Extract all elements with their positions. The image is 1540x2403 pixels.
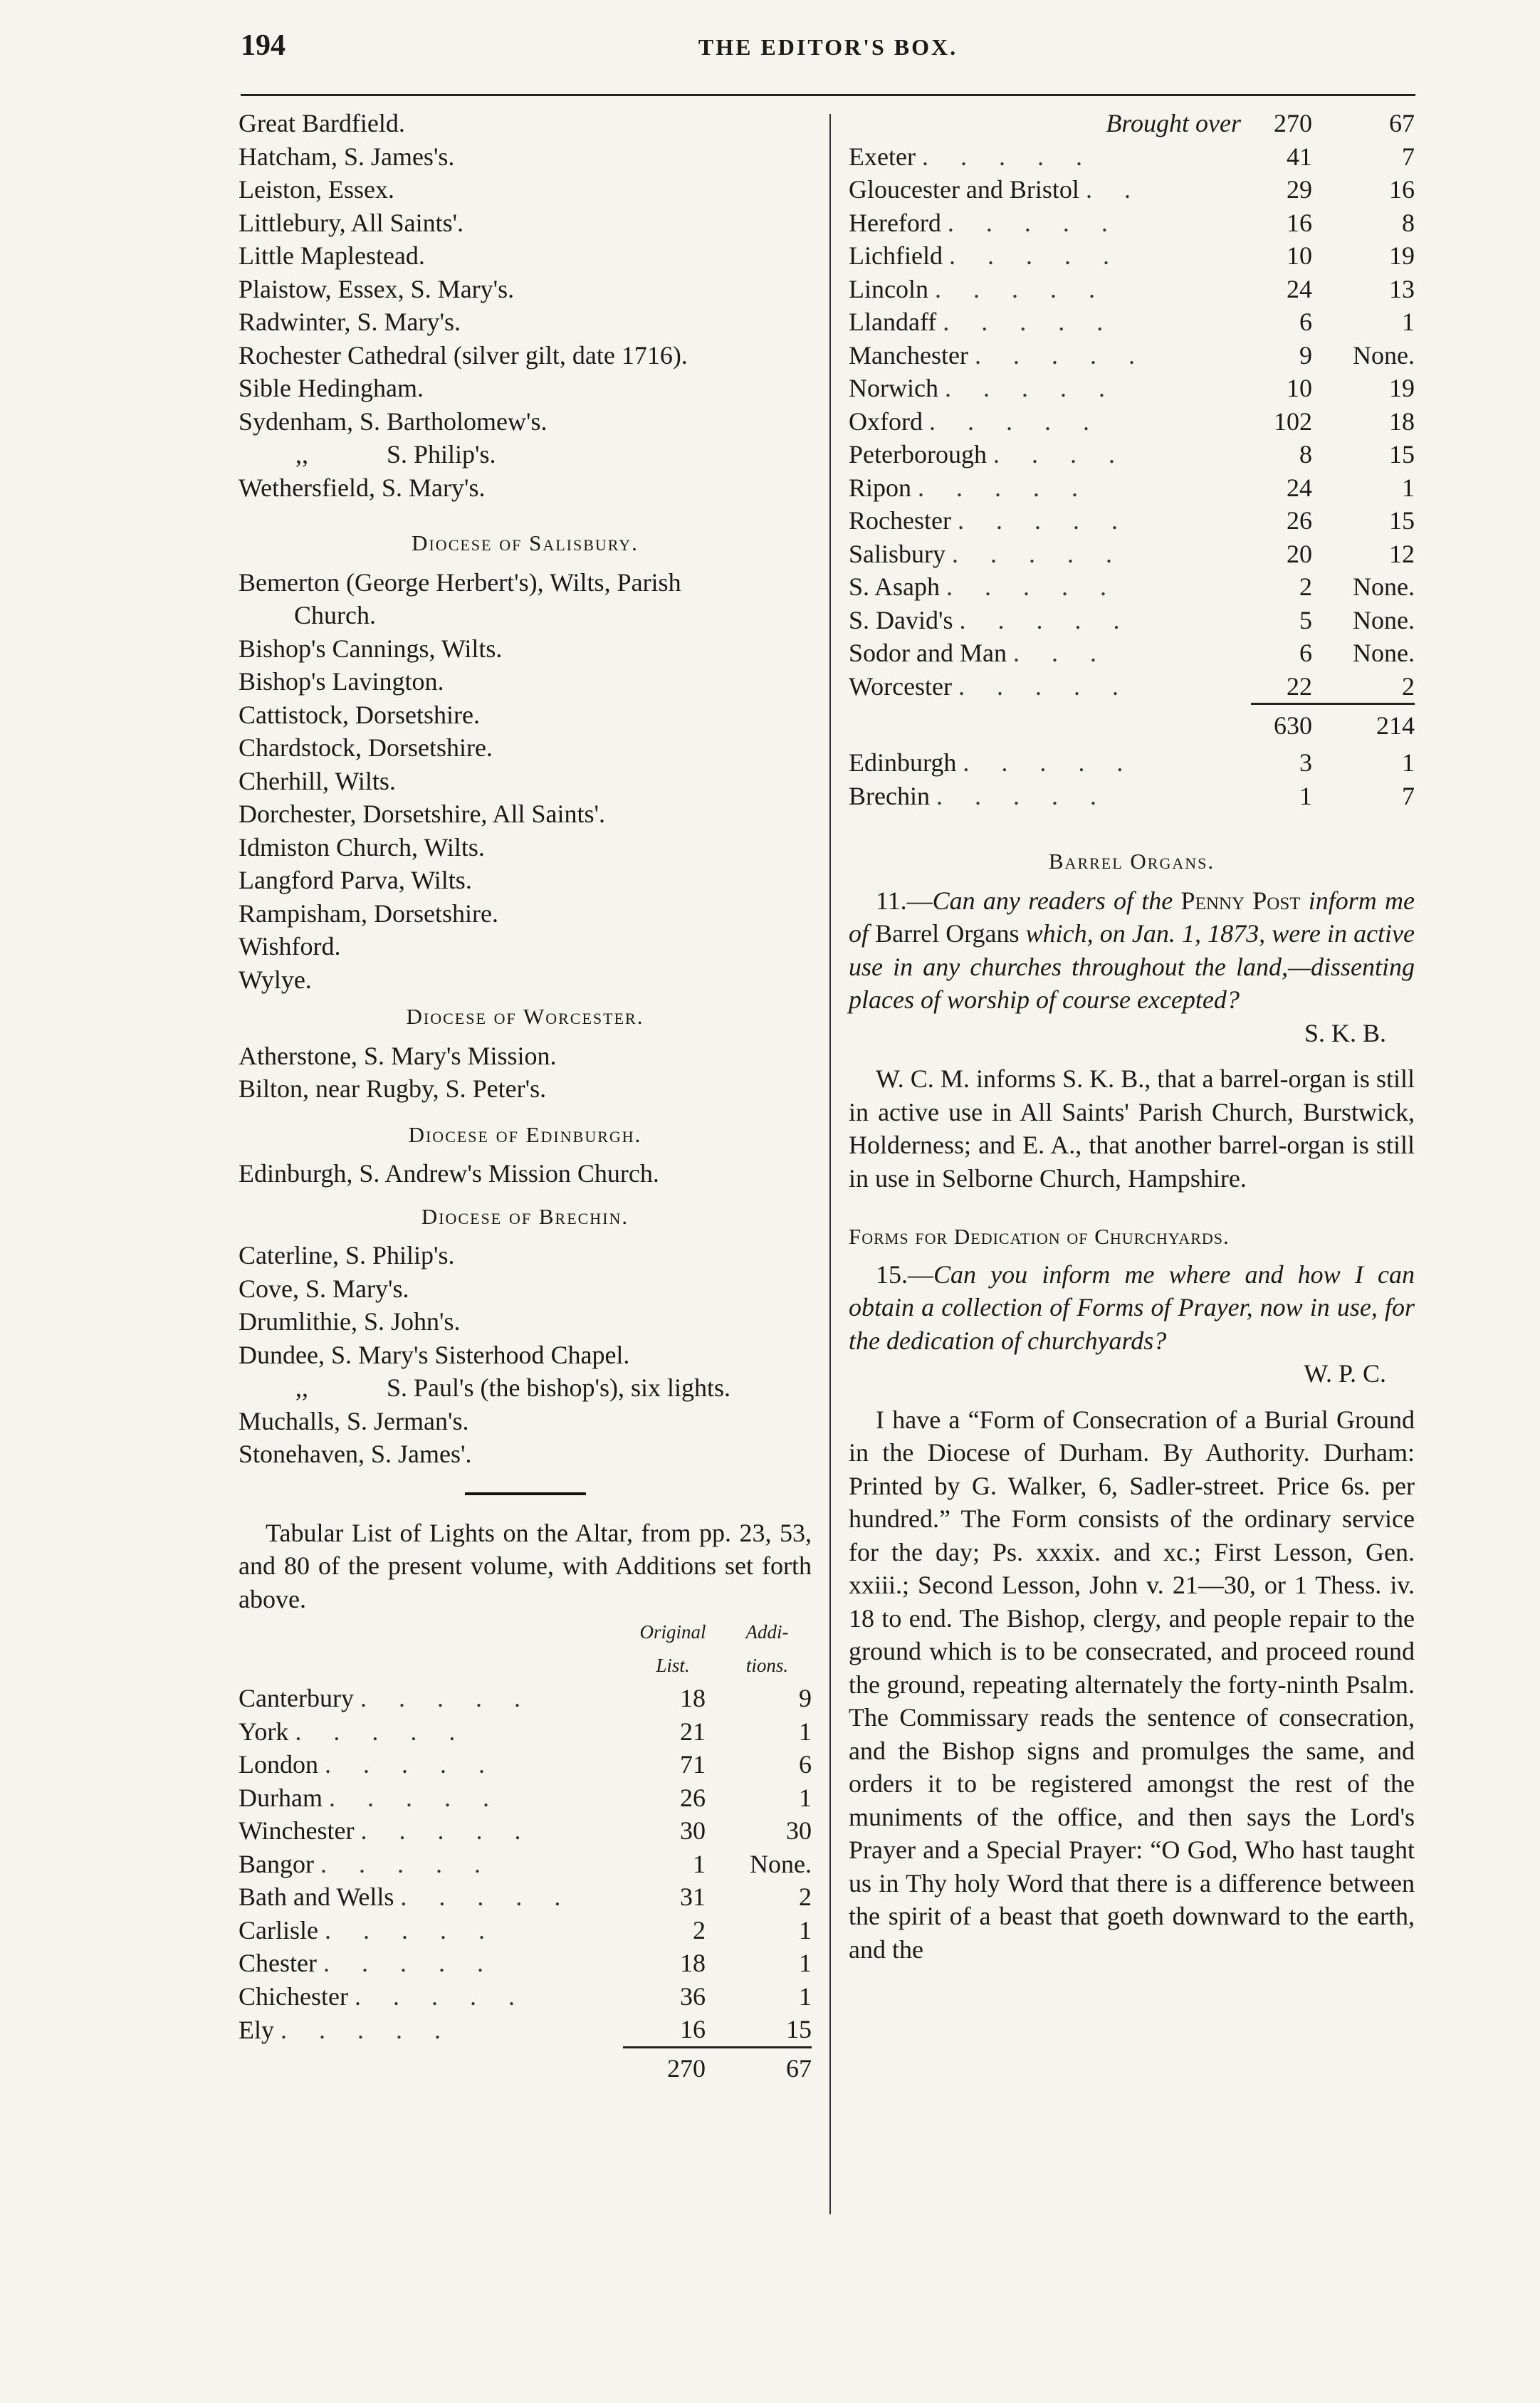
table-row: Hereford . . . . . 16 8 [849, 208, 1415, 237]
list-item-text: S. Philip's. [387, 440, 496, 468]
column-header-original: Original List. [639, 1621, 706, 1676]
list-item: Cherhill, Wilts. [239, 766, 396, 795]
table-row: Bath and Wells . . . . . 31 2 [239, 1883, 812, 1911]
left-column [239, 107, 812, 2090]
query-signature: W. P. C. [1304, 1359, 1386, 1388]
table-row: Worcester . . . . . 22 2 [849, 671, 1415, 701]
list-item [239, 438, 812, 471]
list-item: Cattistock, Dorsetshire. [239, 700, 480, 729]
list-item: Edinburgh, S. Andrew's Mission Church. [239, 1159, 659, 1188]
list-item: Idmiston Church, Wilts. [239, 832, 485, 862]
table-row: Ripon . . . . . 24 1 [849, 473, 1415, 502]
table-row: Ely . . . . . 16 15 [239, 2015, 812, 2044]
list-item: Drumlithie, S. John's. [239, 1307, 461, 1336]
query-barrel-organs: 11.—Can any readers of the Penny Post inform me of Barrel Organs which, on Jan. 1, 1873, were in active use in any churches throughout the land,—dissenting places of worship of course excepted? S. K. B. [849, 884, 1415, 1050]
list-item: Plaistow, Essex, S. Mary's. [239, 274, 515, 303]
section-heading-forms: Forms for Dedication of Churchyards. [849, 1224, 1230, 1249]
brought-over-row: Brought over 270 67 [1106, 109, 1415, 137]
list-item: Wethersfield, S. Mary's. [239, 473, 486, 502]
table-row: London . . . . . 71 6 [239, 1750, 812, 1779]
table-row: Lincoln . . . . . 24 13 [849, 274, 1415, 303]
list-item: Muchalls, S. Jerman's. [239, 1406, 469, 1435]
section-heading-brechin: Diocese of Brechin. [421, 1203, 629, 1229]
list-item: Sible Hedingham. [239, 374, 424, 402]
table-row: S. Asaph . . . . . 2 None. [849, 572, 1415, 601]
table-intro-text: Tabular List of Lights on the Altar, from pp. 23, 53, and 80 of the present volume, with Additions set forth above. [239, 1518, 812, 1613]
table-row: Oxford . . . . . 102 18 [849, 407, 1415, 436]
table-row: Salisbury . . . . . 20 12 [849, 539, 1415, 568]
table-total-row: 270 67 [239, 2047, 812, 2090]
table-row: Edinburgh . . . . . 3 1 [849, 748, 1415, 777]
list-item: Great Bardfield. [239, 109, 405, 137]
column-divider [829, 114, 831, 2214]
running-title: THE EDITOR'S BOX. [698, 34, 958, 60]
list-item: Langford Parva, Wilts. [239, 866, 472, 894]
table-total-row: 630 214 [849, 704, 1415, 747]
table-row: Bangor . . . . . 1 None. [239, 1849, 812, 1878]
section-heading-salisbury: Diocese of Salisbury. [412, 530, 639, 555]
section-rule [465, 1492, 586, 1495]
header-rule [241, 94, 1415, 96]
list-item: Dundee, S. Mary's Sisterhood Chapel. [239, 1340, 630, 1369]
list-item: Wylye. [239, 965, 312, 994]
answer-barrel-organs: W. C. M. informs S. K. B., that a barrel-organ is still in active use in All Saints' Parish Church, Burstwick, Holderness; and E. A., that another barrel-organ is still in use in Selborne Church, Hampshire. [849, 1064, 1415, 1193]
ditto-mark: ,, [295, 440, 308, 468]
list-item: Bemerton (George Herbert's), Wilts, Parish [239, 567, 681, 597]
list-item: Hatcham, S. James's. [239, 142, 455, 171]
list-item: Cove, S. Mary's. [239, 1274, 409, 1303]
section-heading-worcester: Diocese of Worcester. [406, 1004, 644, 1029]
table-row: S. David's . . . . . 5 None. [849, 605, 1415, 634]
list-item: Little Maplestead. [239, 241, 425, 270]
list-item: Rochester Cathedral (silver gilt, date 1716). [239, 340, 688, 370]
column-header-additions: Addi- tions. [745, 1621, 789, 1676]
list-item: Wishford. [239, 932, 341, 960]
table-row: Sodor and Man . . . 6 None. [849, 639, 1415, 667]
table-intro [239, 1517, 812, 1616]
query-signature: S. K. B. [1304, 1018, 1386, 1047]
list-item: Sydenham, S. Bartholomew's. [239, 407, 548, 436]
list-item: Rampisham, Dorsetshire. [239, 899, 498, 928]
query-forms: 15.—Can you inform me where and how I can obtain a collection of Forms of Prayer, now in use, for the dedication of churchyards? W. P. C. [849, 1258, 1415, 1391]
lights-table-right [849, 107, 1415, 812]
table-row: Canterbury . . . . . 18 9 [239, 1684, 812, 1712]
table-row: Gloucester and Bristol . . 29 16 [849, 175, 1415, 204]
table-row: Winchester . . . . . 30 30 [239, 1816, 812, 1845]
table-row: York . . . . . 21 1 [239, 1717, 812, 1746]
table-row: Durham . . . . . 26 1 [239, 1783, 812, 1812]
table-row: Chester . . . . . 18 1 [239, 1949, 812, 1977]
table-row: Carlisle . . . . . 2 1 [239, 1915, 812, 1944]
list-item: Dorchester, Dorsetshire, All Saints'. [239, 800, 605, 828]
page-number: 194 [241, 29, 286, 62]
list-item: Bilton, near Rugby, S. Peter's. [239, 1074, 547, 1103]
right-column [849, 107, 1415, 1966]
list-item: Littlebury, All Saints'. [239, 208, 464, 237]
table-row: Brechin . . . . . 1 7 [849, 781, 1415, 810]
list-item: Chardstock, Dorsetshire. [239, 733, 493, 762]
list-item: Bishop's Cannings, Wilts. [239, 634, 503, 663]
list-item: Stonehaven, S. James'. [239, 1440, 472, 1468]
table-row: Lichfield . . . . . 10 19 [849, 241, 1415, 270]
list-item-text: S. Paul's (the bishop's), six lights. [387, 1373, 731, 1402]
list-item: Bishop's Lavington. [239, 667, 444, 696]
list-item: Leiston, Essex. [239, 175, 394, 204]
list-item [239, 1371, 812, 1405]
table-row: Peterborough . . . . 8 15 [849, 440, 1415, 468]
section-heading-edinburgh: Diocese of Edinburgh. [408, 1121, 642, 1147]
table-row: Exeter . . . . . 41 7 [849, 142, 1415, 171]
list-item: Atherstone, S. Mary's Mission. [239, 1041, 557, 1070]
table-row: Norwich . . . . . 10 19 [849, 374, 1415, 402]
table-row: Rochester . . . . . 26 15 [849, 506, 1415, 535]
list-item: Caterline, S. Philip's. [239, 1241, 455, 1269]
answer-forms: I have a “Form of Consecration of a Burial Ground in the Diocese of Durham. By Authority. Durham: Printed by G. Walker, 6, Sadler-street. Price 6s. per hundred.” The Form consists of the ordinary service for the day; Ps. xxxix. and xc.; First Lesson, Gen. xxiii.; Second Lesson, John v. 21—30, or 1 Thess. iv. 18 to end. The Bishop, clergy, and people repair to the ground which is to be consecrated, and proceed round the ground, repeating alternately the forty-ninth Psalm. The Commissary reads the sentence of consecration, and the Bishop signs and promulges the same, and orders it to be registered amongst the rest of the muniments of the office, and then says the Lord's Prayer and a Special Prayer: “O God, Who hast taught us in Thy holy Word that there is a difference between the spirit of a beast that goeth downward to the earth, and the [849, 1405, 1415, 1964]
lights-table-left [239, 1616, 812, 2090]
list-item: Radwinter, S. Mary's. [239, 308, 461, 336]
table-row: Chichester . . . . . 36 1 [239, 1981, 812, 2011]
ditto-mark: ,, [295, 1373, 308, 1402]
page-header [241, 28, 1415, 78]
table-row: Llandaff . . . . . 6 1 [849, 308, 1415, 336]
list-item-continued: Church. [294, 601, 376, 629]
section-heading-barrel-organs: Barrel Organs. [1048, 849, 1215, 874]
table-row: Manchester . . . . . 9 None. [849, 340, 1415, 370]
